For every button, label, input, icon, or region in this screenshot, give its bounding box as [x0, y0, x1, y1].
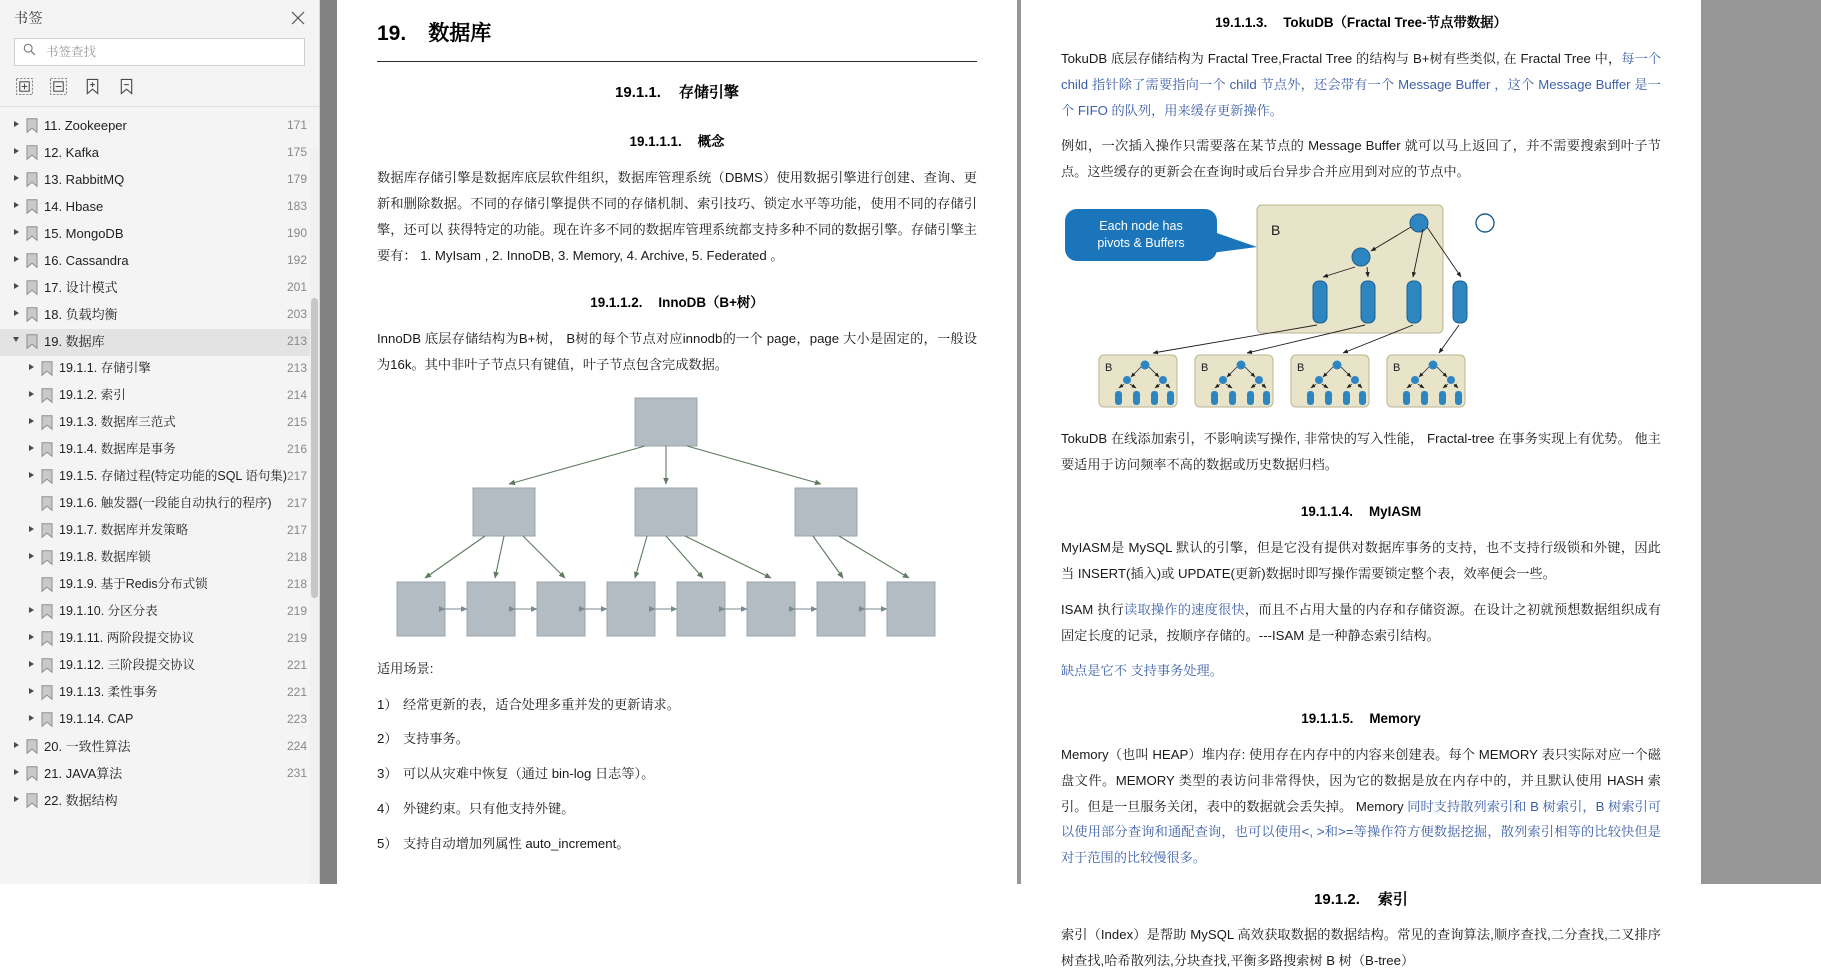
svg-text:Each node has: Each node has — [1099, 218, 1183, 233]
bookmark-icon — [40, 604, 54, 622]
svg-text:B: B — [1393, 361, 1401, 374]
bookmark-icon — [25, 226, 39, 244]
bookmark-item-page: 217 — [286, 469, 307, 483]
list-item-number: 1） — [377, 696, 398, 712]
bookmark-item[interactable] — [0, 275, 319, 302]
memory-text-blue: 同时支持散列索引和 B 树索引，B 树索引可以使用部分查询和通配查询，也可以使用<, >和>=等操作符方便数据挖掘，散列索引相等的比较快但是对于范围的比较慢很多。 — [1061, 798, 1661, 866]
scenario-list-item — [377, 761, 977, 787]
bookmark-item-page: 192 — [286, 253, 307, 267]
section-number: 19.1.2. — [1314, 890, 1360, 908]
chevron-right-icon[interactable] — [10, 742, 22, 748]
bookmarks-tree[interactable] — [0, 107, 319, 884]
bookmark-item-label: 19.1.1. 存储引擎 — [59, 361, 151, 375]
subsection-text: TokuDB（Fractal Tree-节点带数据） — [1283, 15, 1507, 30]
paragraph-isam-drawback: 缺点是它不 支持事务处理。 — [1061, 663, 1223, 679]
page-title — [377, 0, 977, 62]
subsection-text: Memory — [1369, 711, 1421, 727]
bookmark-icon — [40, 523, 54, 541]
bookmark-item-page: 219 — [286, 631, 307, 645]
subsection-number: 19.1.1.1. — [629, 134, 682, 150]
bookmark-item-page: 218 — [286, 577, 307, 591]
bookmark-item-label: 19.1.12. 三阶段提交协议 — [59, 658, 196, 672]
bookmark-icon — [40, 388, 54, 406]
bookmark-item-page: 190 — [286, 226, 307, 240]
search-icon — [23, 43, 36, 61]
chevron-right-icon[interactable] — [25, 526, 37, 532]
list-item-text: 外键约束。只有他支持外键。 — [403, 800, 575, 816]
svg-text:B: B — [1105, 361, 1113, 374]
bookmark-item[interactable] — [0, 194, 319, 221]
section-heading-19-1-1-2 — [377, 290, 977, 316]
bookmark-item[interactable] — [0, 437, 319, 464]
list-item-number: 2） — [377, 731, 398, 747]
chevron-right-icon[interactable] — [10, 121, 22, 127]
memory-text-black: Memory（也叫 HEAP）堆内存: 使用存在内存中的内容来创建表。每个 MEMORY 表只实际对应一个磁盘文件。MEMORY 类型的表访问非常得快，因为它的数据是放在内存中的，并且默认使用 HASH 索引。但是一旦服务关闭，表中的数据就会丢失掉。 Memory — [1061, 747, 1661, 814]
bookmark-item[interactable] — [0, 545, 319, 572]
scenario-list-item — [377, 831, 977, 857]
viewer-left-gutter — [320, 0, 337, 884]
bookmark-icon — [25, 253, 39, 271]
chevron-right-icon[interactable] — [10, 310, 22, 316]
collapse-all-icon[interactable] — [50, 78, 68, 96]
chevron-right-icon[interactable] — [25, 391, 37, 397]
chevron-right-icon[interactable] — [10, 283, 22, 289]
bookmark-item[interactable] — [0, 518, 319, 545]
page-left — [337, 0, 1017, 884]
callout-bubble — [1065, 209, 1257, 261]
bookmark-item[interactable] — [0, 248, 319, 275]
remove-bookmark-icon[interactable] — [118, 78, 136, 96]
bookmark-item-label: 12. Kafka — [44, 145, 99, 160]
section-heading-19-1-1-5 — [1061, 706, 1661, 732]
bookmark-item-label: 19.1.5. 存储过程(特定功能的SQL 语句集) — [59, 469, 288, 483]
bookmark-item[interactable] — [0, 329, 319, 356]
bookmark-item-label: 11. Zookeeper — [44, 118, 127, 133]
section-text: 存储引擎 — [678, 83, 739, 101]
bookmark-item-page: 201 — [286, 280, 307, 294]
bookmark-item-page: 231 — [286, 766, 307, 780]
bookmark-item-page: 183 — [286, 199, 307, 213]
bookmark-item[interactable] — [0, 167, 319, 194]
bookmark-item-page: 218 — [286, 550, 307, 564]
bookmark-icon — [25, 172, 39, 190]
chevron-right-icon[interactable] — [25, 607, 37, 613]
list-item-text: 经常更新的表，适合处理多重并发的更新请求。 — [403, 696, 680, 712]
bookmark-icon — [40, 712, 54, 730]
bookmark-item[interactable] — [0, 707, 319, 734]
sidebar-header — [0, 0, 319, 36]
list-item-number: 4） — [377, 800, 398, 816]
bookmark-item-label: 19.1.8. 数据库锁 — [59, 550, 151, 564]
bookmark-item-label: 19.1.4. 数据库是事务 — [59, 442, 176, 456]
bookmark-item[interactable] — [0, 626, 319, 653]
bookmark-item[interactable] — [0, 113, 319, 140]
section-heading-19-1-1-4 — [1061, 499, 1661, 525]
chevron-right-icon[interactable] — [25, 634, 37, 640]
bookmark-item[interactable] — [0, 491, 319, 518]
isam-text-blue: 读取操作的速度很快 — [1124, 601, 1245, 617]
chevron-right-icon[interactable] — [25, 418, 37, 424]
bookmark-item-label: 19.1.9. 基于Redis分布式锁 — [59, 577, 208, 591]
list-item-text: 支持自动增加列属性 auto_increment。 — [403, 835, 630, 851]
bplus-tree-figure — [377, 396, 977, 646]
bookmark-item-page: 217 — [286, 496, 307, 510]
document-viewer — [320, 0, 1821, 968]
bookmark-item[interactable] — [0, 302, 319, 329]
scenario-list-item — [377, 726, 977, 752]
paragraph-index: 索引（Index）是帮助 MySQL 高效获取数据的数据结构。常见的查询算法,顺序查找,二分查找,二叉排序树查找,哈希散列法,分块查找,平衡多路搜索树 B 树（B-tree） — [1061, 927, 1661, 968]
bookmark-item-page: 216 — [286, 442, 307, 456]
subsection-number: 19.1.1.3. — [1215, 15, 1268, 30]
bookmark-item[interactable] — [0, 653, 319, 680]
paragraph-isam — [1061, 597, 1661, 648]
bookmark-item[interactable] — [0, 356, 319, 383]
bookmark-item[interactable] — [0, 572, 319, 599]
section-text: 索引 — [1377, 890, 1408, 908]
bookmarks-sidebar — [0, 0, 320, 884]
chevron-right-icon[interactable] — [25, 472, 37, 478]
bookmark-item[interactable] — [0, 788, 319, 815]
paragraph-tokudb-intro — [1061, 46, 1661, 123]
fractal-tree-figure — [1061, 195, 1661, 410]
bookmark-item-label: 22. 数据结构 — [44, 793, 118, 808]
bookmark-item[interactable] — [0, 464, 319, 491]
sidebar-scrollbar-thumb[interactable] — [311, 298, 318, 598]
bookmark-icon — [40, 631, 54, 649]
list-item-number: 3） — [377, 766, 398, 782]
section-heading-19-1-1 — [377, 78, 977, 107]
bookmark-item-page: 217 — [286, 523, 307, 537]
bookmark-icon — [25, 307, 39, 325]
bookmark-item[interactable] — [0, 680, 319, 707]
tokudb-text-blue: 每一个 child 指针除了需要指向一个 child 节点外，还会带有一个 Message Buffer ，这个 Message Buffer 是一个 FIFO 的队列，用来缓存更新操作。 — [1061, 51, 1661, 118]
bookmark-item-page: 214 — [286, 388, 307, 402]
bookmark-icon — [25, 145, 39, 163]
subsection-number: 19.1.1.4. — [1300, 504, 1354, 520]
bookmark-item-label: 19.1.7. 数据库并发策略 — [59, 523, 189, 537]
svg-text:B: B — [1297, 361, 1305, 374]
bookmark-item-label: 20. 一致性算法 — [44, 739, 131, 754]
scenario-list — [377, 692, 977, 857]
bookmark-item-label: 19.1.14. CAP — [59, 712, 134, 726]
chevron-right-icon[interactable] — [10, 229, 22, 235]
bookmark-icon — [40, 442, 54, 460]
chevron-right-icon[interactable] — [25, 715, 37, 721]
paragraph-concept: 数据库存储引擎是数据库底层软件组织，数据库管理系统（DBMS）使用数据引擎进行创建、查询、更新和删除数据。不同的存储引擎提供不同的存储机制、索引技巧、锁定水平等功能，使用不同的存储引擎，还可以 获得特定的功能。现在许多不同的数据库管理系统都支持多种不同的数据引擎。存储引擎主要有： 1. MyIsam , 2. InnoDB, 3. Memory, 4. Archive, 5. Federated 。 — [377, 170, 977, 263]
isam-text-b: ，而且不占用大量的内存和存储资源。在设计之初就预想数据组织成有固定长度的记录，按顺序存储的。---ISAM 是一种静态索引结构。 — [1061, 601, 1662, 643]
paragraph-tokudb-summary: TokuDB 在线添加索引，不影响读写操作, 非常快的写入性能， Fractal-tree 在事务实现上有优势。 他主要适用于访问频率不高的数据或历史数据归档。 — [1061, 430, 1661, 472]
search-box[interactable] — [14, 38, 305, 66]
bookmark-item-page: 175 — [286, 145, 307, 159]
scenario-title: 适用场景: — [377, 660, 434, 676]
bookmark-item-label: 19.1.10. 分区分表 — [59, 604, 158, 618]
chevron-right-icon[interactable] — [25, 553, 37, 559]
bookmark-item-label: 16. Cassandra — [44, 253, 129, 268]
list-item-number: 5） — [377, 835, 398, 851]
bookmark-icon — [25, 766, 39, 784]
bookmark-icon — [40, 658, 54, 676]
chevron-right-icon[interactable] — [10, 148, 22, 154]
subsection-text: InnoDB（B+树） — [658, 295, 764, 311]
bookmark-item[interactable] — [0, 221, 319, 248]
chevron-right-icon[interactable] — [25, 445, 37, 451]
bookmark-item-label: 19.1.3. 数据库三范式 — [59, 415, 176, 429]
bookmark-item[interactable] — [0, 410, 319, 437]
bookmark-item-label: 14. Hbase — [44, 199, 104, 214]
bookmark-item-page: 203 — [286, 307, 307, 321]
bookmark-item-page: 215 — [286, 415, 307, 429]
paragraph-myiasm: MyIASM是 MySQL 默认的引擎，但是它没有提供对数据库事务的支持，也不支持行级锁和外键，因此当 INSERT(插入)或 UPDATE(更新)数据时即写操作需要锁定整个表，效率便会一些。 — [1061, 540, 1661, 582]
add-bookmark-icon[interactable] — [84, 78, 102, 96]
close-icon[interactable] — [289, 9, 307, 27]
search-input[interactable] — [44, 44, 296, 60]
bookmark-item-label: 17. 设计模式 — [44, 280, 118, 295]
search-container — [0, 36, 319, 66]
tokudb-text-black: TokuDB 底层存储结构为 Fractal Tree,Fractal Tree 的结构与 B+树有些类似, 在 Fractal Tree 中， — [1061, 51, 1622, 67]
section-number: 19.1.1. — [615, 83, 661, 101]
bookmark-icon — [40, 577, 54, 595]
sidebar-toolbar — [0, 66, 319, 107]
section-heading-19-1-1-3 — [1061, 10, 1661, 36]
bookmark-item-label: 19.1.2. 索引 — [59, 388, 126, 402]
bookmark-icon — [25, 793, 39, 811]
bookmark-icon — [40, 550, 54, 568]
bookmark-item-label: 18. 负载均衡 — [44, 307, 118, 322]
paragraph-innodb: InnoDB 底层存储结构为B+树， B树的每个节点对应innodb的一个 page，page 大小是固定的，一般设为16k。其中非叶子节点只有键值，叶子节点包含完成数据。 — [377, 331, 977, 373]
pages-container — [337, 0, 1821, 968]
bookmark-item-label: 13. RabbitMQ — [44, 172, 125, 187]
chevron-right-icon[interactable] — [10, 769, 22, 775]
section-heading-19-1-2 — [1061, 885, 1661, 914]
bookmark-icon — [25, 199, 39, 217]
bookmark-item-label: 15. MongoDB — [44, 226, 124, 241]
bookmark-item-page: 171 — [286, 118, 307, 132]
svg-text:pivots & Buffers: pivots & Buffers — [1097, 235, 1185, 250]
bookmark-item-label: 19. 数据库 — [44, 334, 105, 349]
page-title-text: 数据库 — [428, 22, 492, 45]
bookmark-item-page: 221 — [286, 658, 307, 672]
bookmark-item-label: 19.1.11. 两阶段提交协议 — [59, 631, 195, 645]
bookmark-icon — [40, 361, 54, 379]
paragraph-tokudb-example: 例如，一次插入操作只需要落在某节点的 Message Buffer 就可以马上返回了，并不需要搜索到叶子节点。这些缓存的更新会在查询时或后台异步合并应用到对应的节点中。 — [1061, 138, 1661, 180]
scenario-list-item — [377, 796, 977, 822]
bookmark-item[interactable] — [0, 383, 319, 410]
bookmark-item-page: 213 — [286, 334, 307, 348]
bookmark-icon — [25, 739, 39, 757]
bookmark-icon — [40, 685, 54, 703]
chevron-right-icon[interactable] — [10, 796, 22, 802]
section-heading-19-1-1-1 — [377, 129, 977, 155]
chevron-right-icon[interactable] — [25, 364, 37, 370]
paragraph-memory — [1061, 742, 1661, 871]
bookmark-icon — [25, 334, 39, 352]
bookmark-item[interactable] — [0, 599, 319, 626]
expand-all-icon[interactable] — [16, 78, 34, 96]
subsection-text: 概念 — [697, 134, 725, 150]
bookmark-item-label: 19.1.6. 触发器(一段能自动执行的程序) — [59, 496, 272, 510]
bookmark-item[interactable] — [0, 734, 319, 761]
isam-text-a: ISAM 执行 — [1061, 601, 1125, 617]
subsection-text: MyIASM — [1369, 504, 1422, 520]
chevron-down-icon[interactable] — [10, 337, 22, 342]
bookmark-item-label: 21. JAVA算法 — [44, 766, 123, 781]
subsection-number: 19.1.1.2. — [590, 295, 643, 311]
list-item-text: 支持事务。 — [403, 731, 469, 747]
sidebar-title: 书签 — [14, 10, 43, 26]
bookmark-item[interactable] — [0, 140, 319, 167]
bookmark-item-page: 213 — [286, 361, 307, 375]
page-right — [1021, 0, 1701, 968]
chevron-right-icon[interactable] — [10, 202, 22, 208]
scenario-list-item — [377, 692, 977, 718]
list-item-text: 可以从灾难中恢复（通过 bin-log 日志等）。 — [403, 766, 655, 782]
page-title-number: 19. — [377, 22, 407, 45]
bookmark-item-label: 19.1.13. 柔性事务 — [59, 685, 158, 699]
bookmark-icon — [25, 118, 39, 136]
bookmark-icon — [25, 280, 39, 298]
bookmark-icon — [40, 469, 54, 487]
bookmark-item-page: 224 — [286, 739, 307, 753]
bookmark-icon — [40, 415, 54, 433]
bookmark-item-page: 223 — [286, 712, 307, 726]
sidebar-scrollbar[interactable] — [310, 148, 319, 884]
chevron-right-icon[interactable] — [25, 688, 37, 694]
subsection-number: 19.1.1.5. — [1301, 711, 1354, 727]
chevron-right-icon[interactable] — [25, 661, 37, 667]
chevron-right-icon[interactable] — [10, 256, 22, 262]
bookmark-item-page: 179 — [286, 172, 307, 186]
svg-text:B: B — [1201, 361, 1209, 374]
bookmark-item-page: 221 — [286, 685, 307, 699]
bookmark-item[interactable] — [0, 761, 319, 788]
bookmark-item-page: 219 — [286, 604, 307, 618]
chevron-right-icon[interactable] — [10, 175, 22, 181]
svg-text:B: B — [1271, 221, 1281, 238]
bookmark-icon — [40, 496, 54, 514]
